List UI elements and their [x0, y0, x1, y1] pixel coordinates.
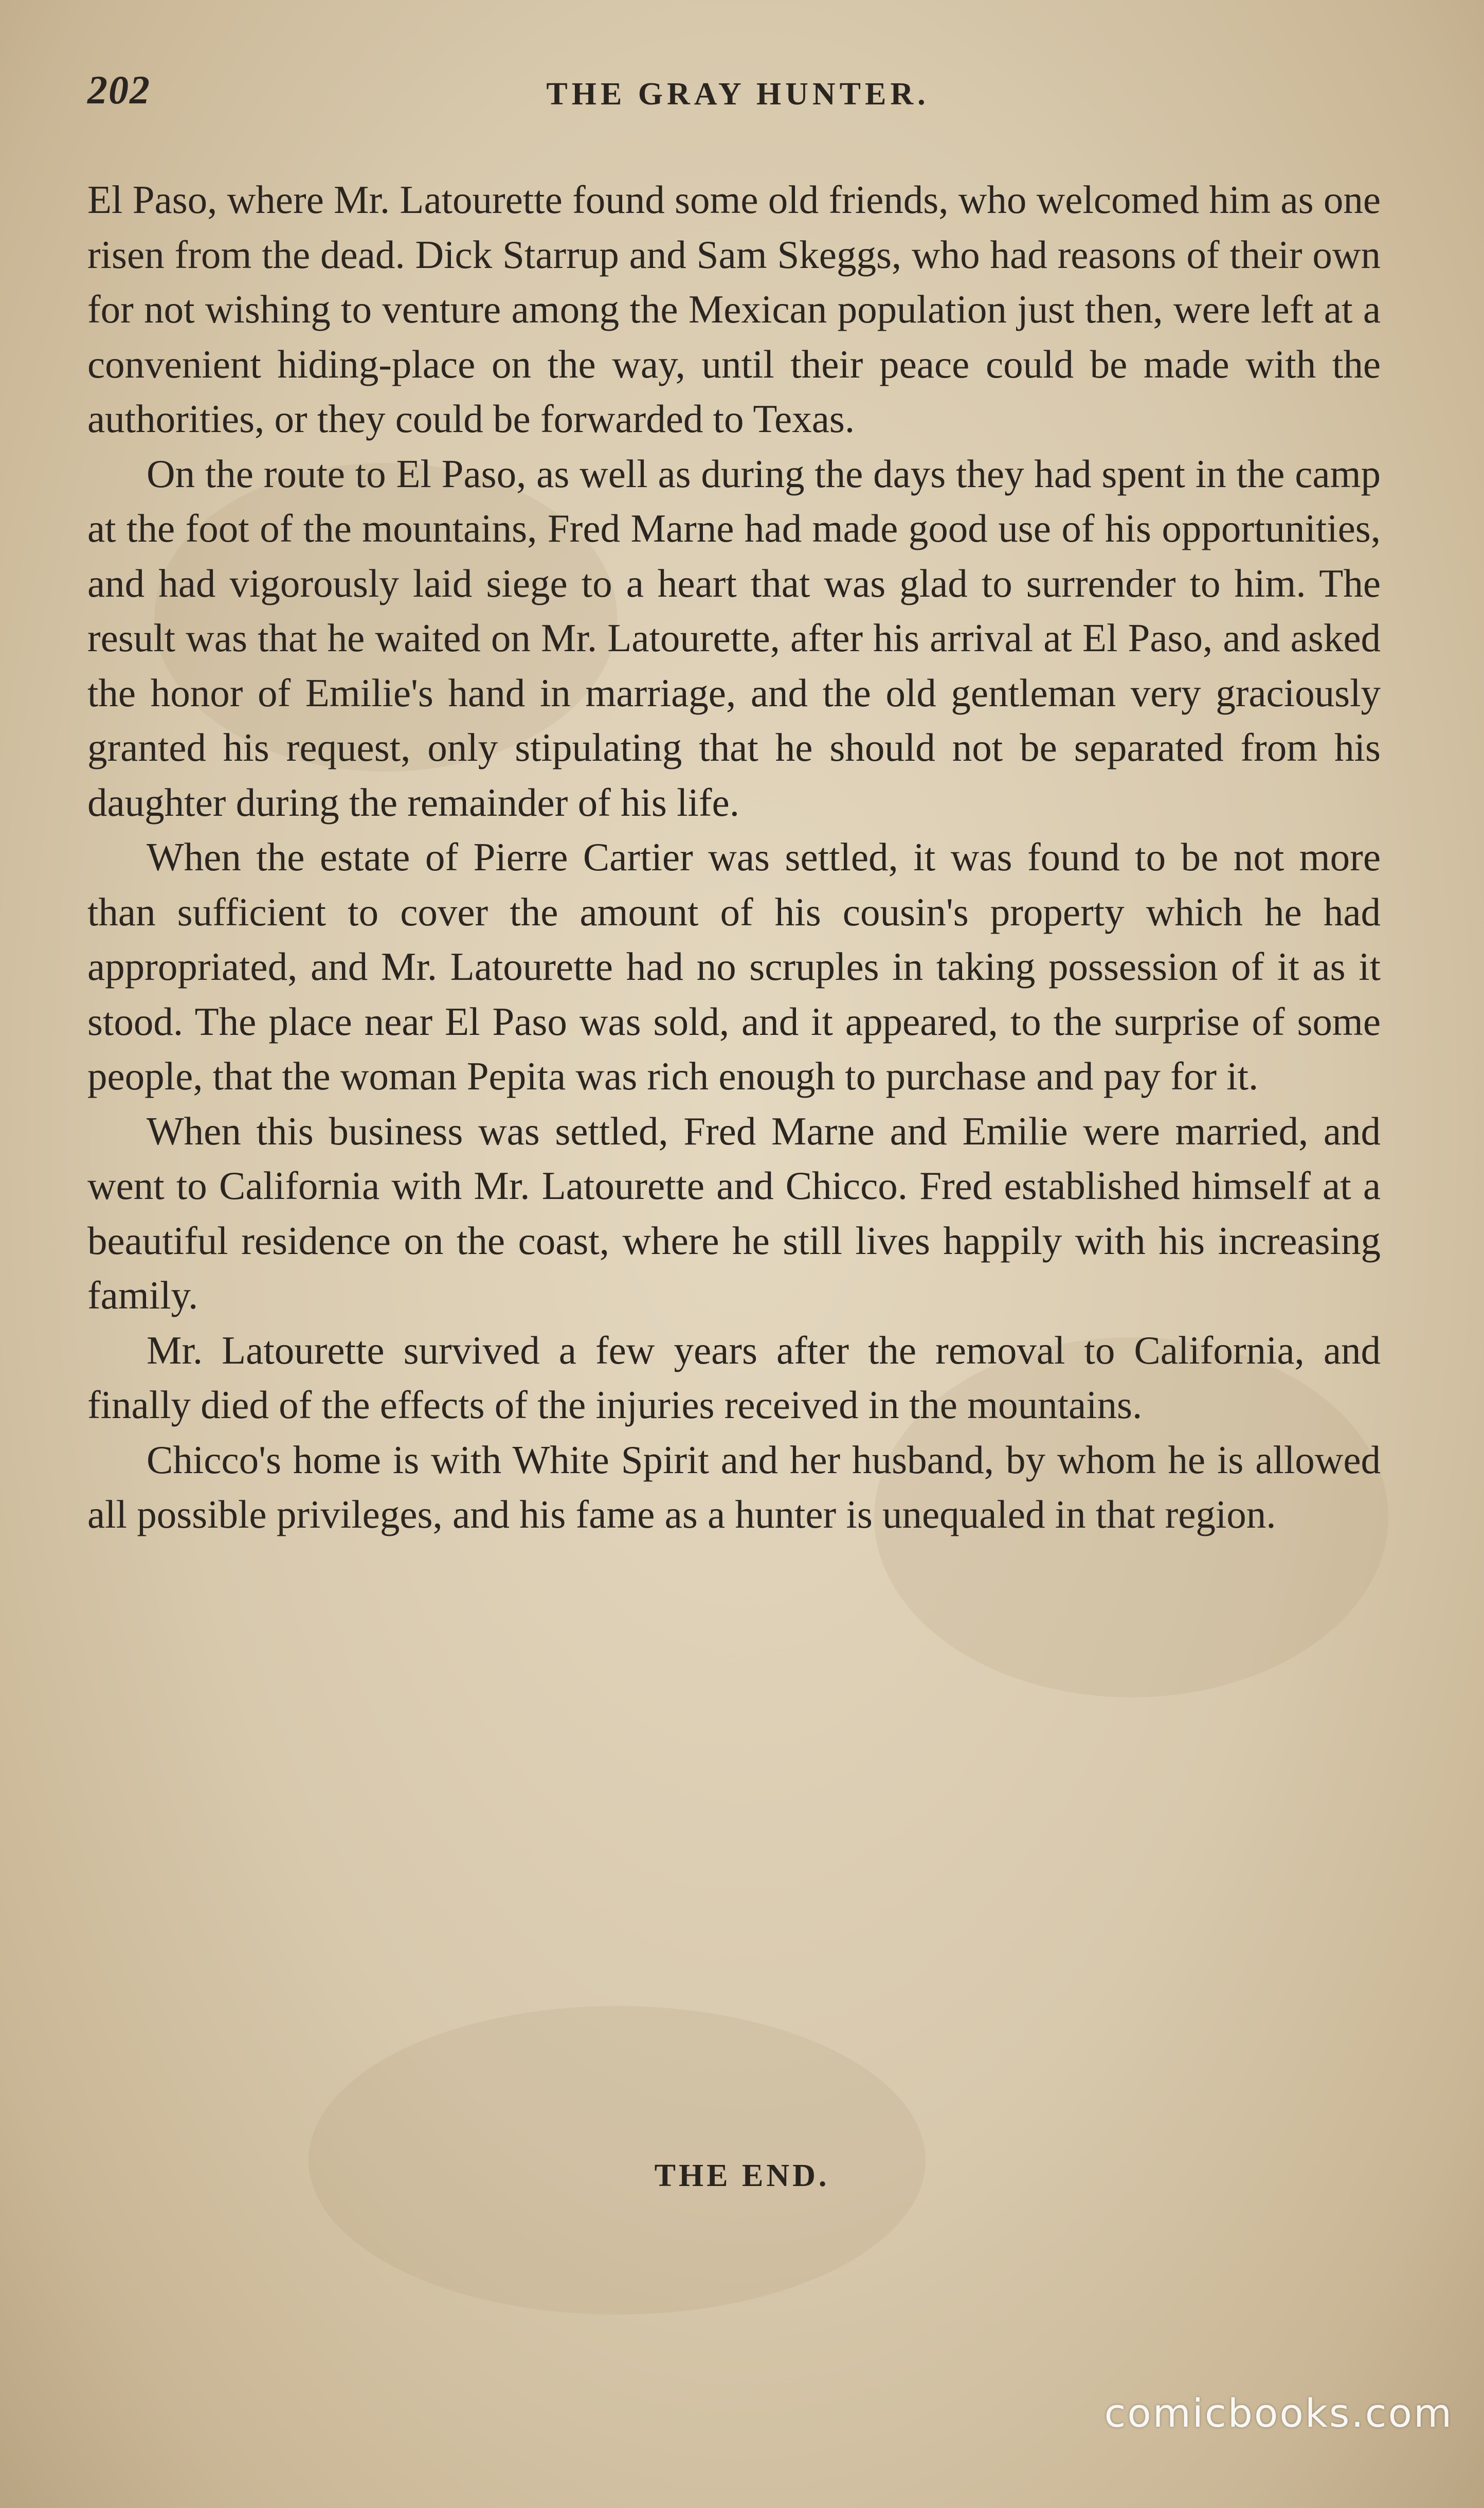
watermark: comicbooks.com — [1104, 2390, 1453, 2436]
page-body — [87, 172, 1381, 1542]
paragraph: Chicco's home is with White Spirit and her husband, by whom he is allowed all possible privileges, and his fame as a hunter is unequaled in that region. — [87, 1437, 1381, 1536]
paragraph: El Paso, where Mr. Latourette found some old friends, who welcomed him as one risen from the dead. Dick Starrup and Sam Skeggs, who had reasons of their own for not wishing to venture among the Mexican population just then, were left at a convenient hiding-place on the way, until their peace could be made with the authorities, or they could be forwarded to Texas. — [87, 177, 1381, 441]
paragraph: When this business was settled, Fred Marne and Emilie were married, and went to California with Mr. Latourette and Chicco. Fred established himself at a beautiful residence on the coast, where he still lives happily with his increasing family. — [87, 1108, 1381, 1317]
running-head: THE GRAY HUNTER. — [546, 77, 930, 112]
page-number: 202 — [87, 67, 151, 112]
paragraph: When the estate of Pierre Cartier was settled, it was found to be not more than sufficient to cover the amount of his cousin's property which he had appropriated, and Mr. Latourette had no scruples in taking possession of it as it stood. The place near El Paso was sold, and it appeared, to the surprise of some people, that the woman Pepita was rich enough to purchase and pay for it. — [87, 835, 1381, 1098]
paragraph: Mr. Latourette survived a few years after the removal to California, and finally died of the effects of the injuries received in the mountains. — [87, 1328, 1381, 1427]
the-end-label: THE END. — [654, 2158, 830, 2193]
paragraph: On the route to El Paso, as well as during the days they had spent in the camp at the foot of the mountains, Fred Marne had made good use of his opportunities, and had vigorously laid siege to a heart that was glad to surrender to him. The result was that he waited on Mr. Latourette, after his arrival at El Paso, and asked the honor of Emilie's hand in marriage, and the old gentleman very graciously granted his request, only stipulating that he should not be separated from his daughter during the remainder of his life. — [87, 451, 1381, 825]
page-header — [87, 67, 1388, 123]
